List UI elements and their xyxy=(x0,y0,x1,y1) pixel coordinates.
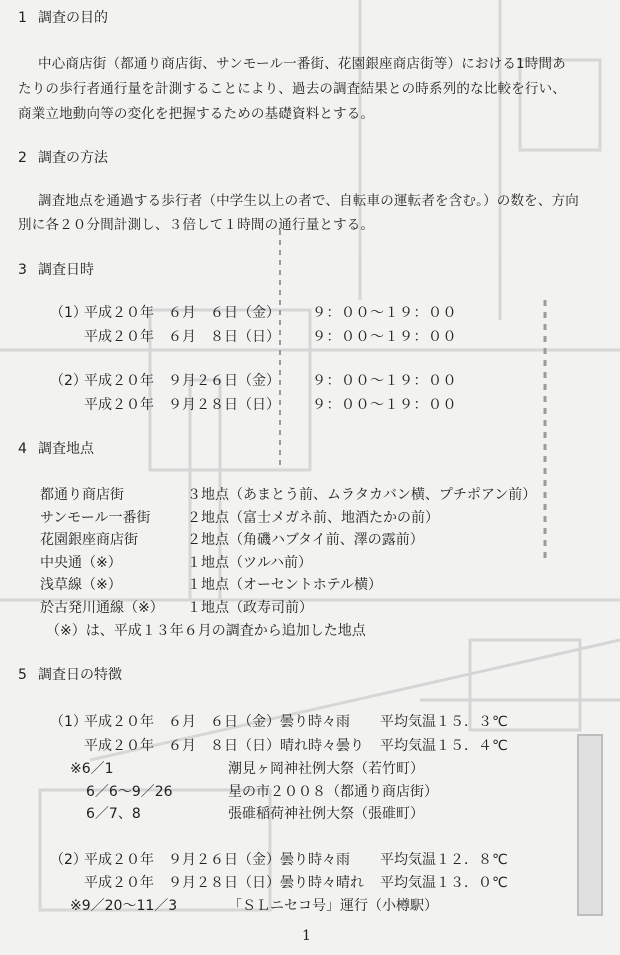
section-4-number: 4 xyxy=(18,441,27,457)
event-date: 6／6～9／26 xyxy=(86,784,173,800)
section-2-line-1: 調査地点を通過する歩行者（中学生以上の者で、自転車の運転者を含む。）の数を、方向 xyxy=(38,193,579,209)
schedule-time: ９：００～１９：００ xyxy=(312,329,457,345)
schedule-time: ９：００～１９：００ xyxy=(312,305,457,321)
location-name: 浅草線（※） xyxy=(40,577,122,593)
event-name: 潮見ヶ岡神社例大祭（若竹町） xyxy=(228,761,424,777)
weather-index: （2） xyxy=(50,852,87,868)
event-name: 星の市２００８（都通り商店街） xyxy=(228,784,438,800)
section-1-number: 1 xyxy=(18,10,27,26)
section-5-title: 調査日の特徴 xyxy=(38,667,122,683)
schedule-index: （1） xyxy=(50,305,87,321)
event-name: 「ＳＬニセコ号」運行（小樽駅） xyxy=(228,898,438,914)
location-name: サンモール一番街 xyxy=(40,510,151,526)
section-1-line-2: たりの歩行者通行量を計測することにより、過去の調査結果との時系列的な比較を行い、 xyxy=(18,81,566,97)
section-3-number: 3 xyxy=(18,262,27,278)
location-note: （※）は、平成１３年６月の調査から追加した地点 xyxy=(46,623,366,639)
section-2-number: 2 xyxy=(18,150,27,166)
weather-date: 平成２０年 ６月 ６日（金）曇り時々雨 xyxy=(84,714,350,730)
weather-date: 平成２０年 ９月２６日（金）曇り時々雨 xyxy=(84,852,350,868)
section-1-line-3: 商業立地動向等の変化を把握するための基礎資料とする。 xyxy=(18,106,375,122)
location-detail: ２地点（富士メガネ前、地酒たかの前） xyxy=(187,510,439,526)
event-date: ※6／1 xyxy=(70,761,114,777)
schedule-date: 平成２０年 ９月２６日（金） xyxy=(84,373,280,389)
location-name: 中央通（※） xyxy=(40,555,122,571)
schedule-index: （2） xyxy=(50,373,87,389)
event-date: ※9／20～11／3 xyxy=(70,898,178,914)
section-1-line-1: 中心商店街（都通り商店街、サンモール一番街、花園銀座商店街等）における1時間あ xyxy=(38,56,566,72)
schedule-time: ９：００～１９：００ xyxy=(312,373,457,389)
weather-date: 平成２０年 ６月 ８日（日）晴れ時々曇り xyxy=(84,738,364,754)
weather-temperature: 平均気温１２．８℃ xyxy=(380,852,508,868)
weather-temperature: 平均気温１５．４℃ xyxy=(380,738,508,754)
weather-temperature: 平均気温１５．３℃ xyxy=(380,714,508,730)
event-name: 張碓稲荷神社例大祭（張碓町） xyxy=(228,806,424,822)
location-detail: ３地点（あまとう前、ムラタカバン横、プチポアン前） xyxy=(187,487,537,503)
schedule-date: 平成２０年 ６月 ６日（金） xyxy=(84,305,280,321)
weather-temperature: 平均気温１３．０℃ xyxy=(380,875,508,891)
schedule-time: ９：００～１９：００ xyxy=(312,397,457,413)
location-name: 都通り商店街 xyxy=(40,487,124,503)
schedule-date: 平成２０年 ６月 ８日（日） xyxy=(84,329,280,345)
location-name: 花園銀座商店街 xyxy=(40,532,138,548)
location-detail: ２地点（角磯ハブタイ前、澤の露前） xyxy=(187,532,424,548)
event-date: 6／7、8 xyxy=(86,806,141,822)
section-5-number: 5 xyxy=(18,667,27,683)
location-name: 於古発川通線（※） xyxy=(40,600,164,616)
page-number: 1 xyxy=(302,928,311,944)
section-4-title: 調査地点 xyxy=(38,441,94,457)
section-2-title: 調査の方法 xyxy=(38,150,108,166)
location-detail: １地点（ツルハ前） xyxy=(187,555,313,571)
location-detail: １地点（オーセントホテル横） xyxy=(187,577,383,593)
schedule-date: 平成２０年 ９月２８日（日） xyxy=(84,397,280,413)
weather-index: （1） xyxy=(50,714,87,730)
section-2-line-2: 別に各２０分間計測し、３倍して１時間の通行量とする。 xyxy=(18,217,375,233)
section-3-title: 調査日時 xyxy=(38,262,94,278)
section-1-title: 調査の目的 xyxy=(38,10,108,26)
location-detail: １地点（政寿司前） xyxy=(187,600,313,616)
weather-date: 平成２０年 ９月２８日（日）曇り時々晴れ xyxy=(84,875,364,891)
